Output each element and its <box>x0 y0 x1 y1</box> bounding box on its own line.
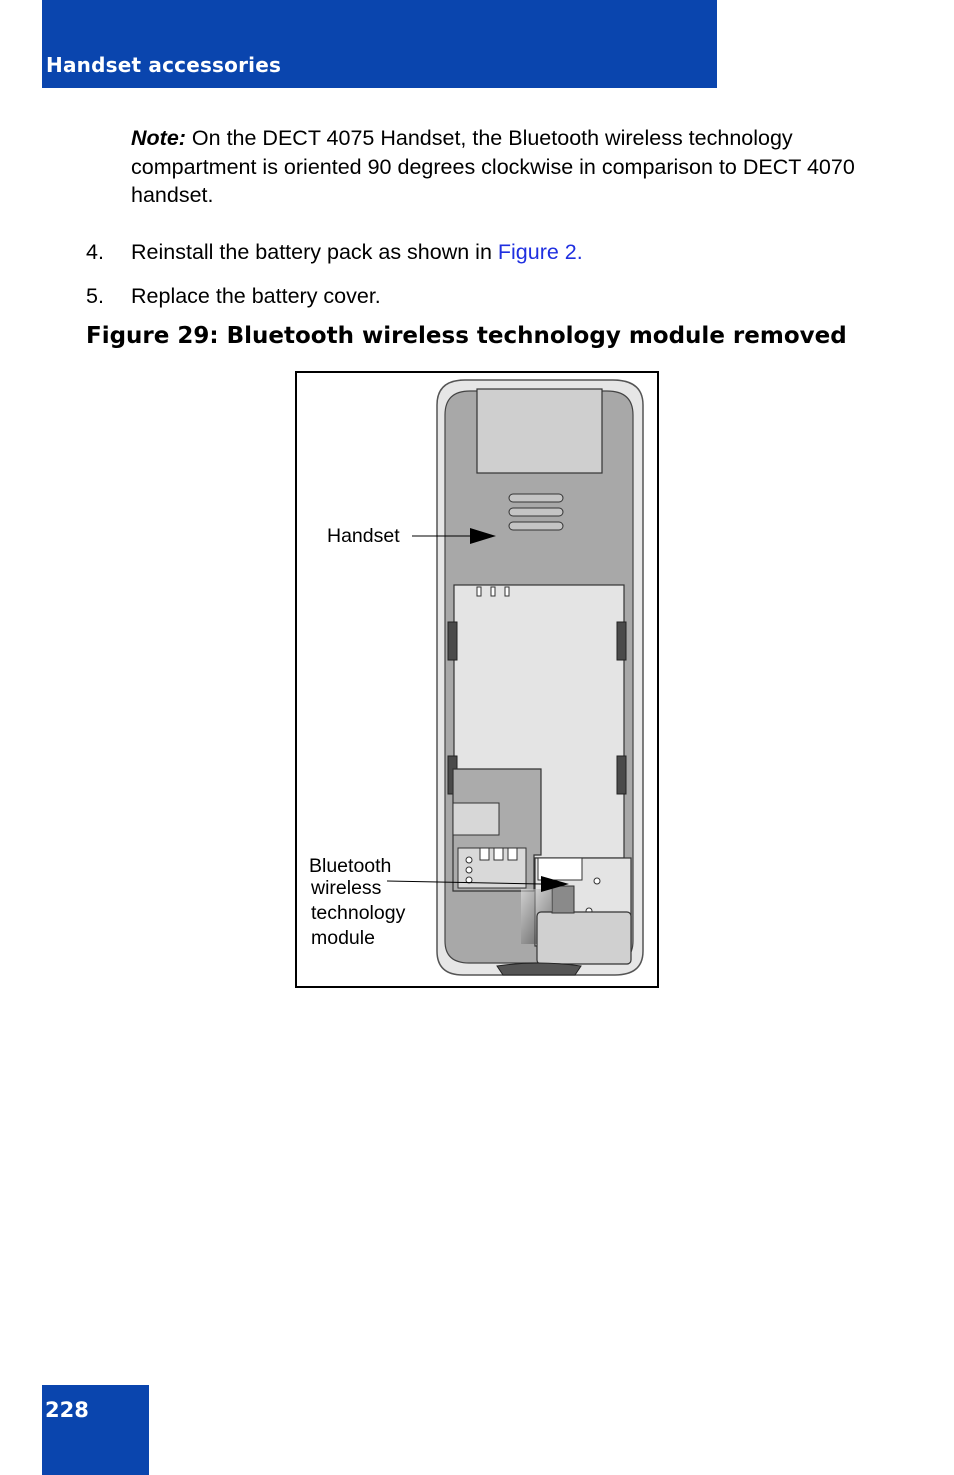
note-label: Note: <box>131 126 186 150</box>
step-text: Reinstall the battery pack as shown in <box>131 240 498 264</box>
figure-2-link[interactable]: Figure 2. <box>497 240 583 264</box>
module-label-line1: Bluetooth <box>309 855 392 877</box>
step-text: Replace the battery cover. <box>131 284 381 308</box>
page-number: 228 <box>45 1398 89 1422</box>
module-label-line4: module <box>311 927 375 949</box>
handset-label: Handset <box>327 525 400 547</box>
section-title: Handset accessories <box>46 53 282 77</box>
step-number: 4. <box>86 240 104 264</box>
module-label-line2: wireless <box>311 877 382 899</box>
module-label-line3: technology <box>311 902 406 924</box>
note-text: On the DECT 4075 Handset, the Bluetooth wireless technology compartment is oriented 90 degrees clockwise in comparison to DECT 4070 handset. <box>131 126 855 207</box>
step-4 <box>86 240 583 265</box>
note-paragraph <box>131 124 891 210</box>
figure-caption: Figure 29: Bluetooth wireless technology module removed <box>86 323 847 349</box>
step-number: 5. <box>86 284 104 308</box>
figure-29 <box>295 371 659 988</box>
step-5 <box>86 284 381 309</box>
